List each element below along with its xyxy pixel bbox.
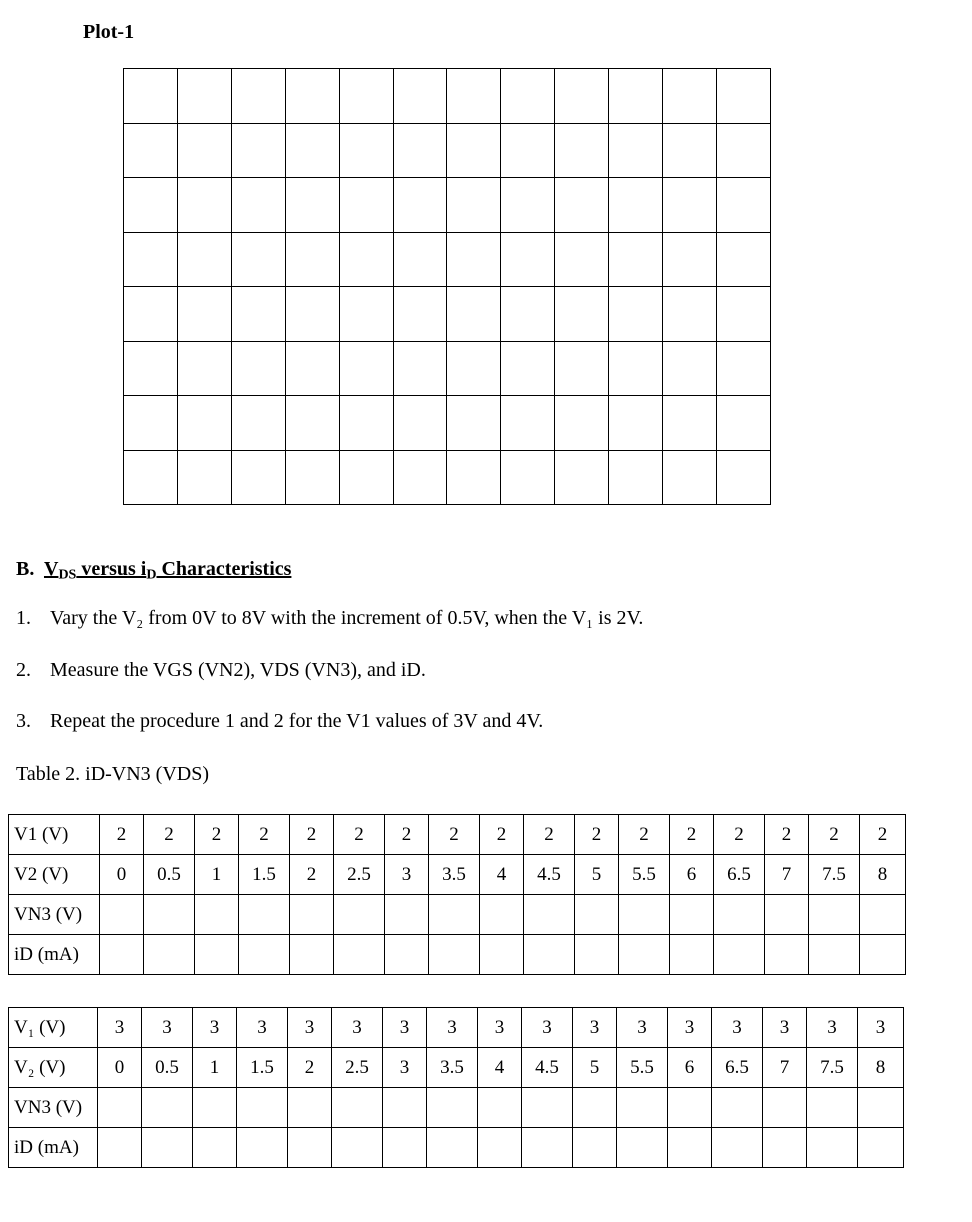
plot-grid-cell (447, 123, 501, 178)
plot-grid-cell (555, 123, 609, 178)
plot-grid-cell (285, 287, 339, 342)
plot-grid-cell (555, 341, 609, 396)
table-cell: 6.5 (712, 1048, 763, 1088)
step-1 (16, 607, 643, 630)
plot-grid-cell (124, 69, 178, 124)
table-cell: 3 (858, 1008, 904, 1048)
table-cell[interactable] (670, 935, 714, 975)
table-cell[interactable] (385, 895, 429, 935)
plot-grid-cell (609, 287, 663, 342)
table-cell[interactable] (575, 895, 619, 935)
plot-grid-cell (663, 287, 717, 342)
table-row (9, 815, 906, 855)
table-row (9, 1128, 904, 1168)
table-cell: 6 (670, 855, 714, 895)
plot-title: Plot-1 (83, 21, 135, 43)
table-cell: 7.5 (809, 855, 860, 895)
plot-grid-cell (231, 232, 285, 287)
plot-grid (123, 68, 771, 505)
table-cell[interactable] (383, 1088, 427, 1128)
table-cell: 0 (100, 855, 144, 895)
table-cell: 3 (383, 1008, 427, 1048)
plot-grid-cell (393, 396, 447, 451)
table-cell: 4.5 (524, 855, 575, 895)
table-cell: 3.5 (427, 1048, 478, 1088)
table-cell[interactable] (480, 935, 524, 975)
plot-grid-cell (177, 232, 231, 287)
row-label: VN3 (V) (9, 895, 100, 935)
table-cell: 2 (144, 815, 195, 855)
plot-grid-cell (609, 178, 663, 233)
plot-grid-cell (609, 69, 663, 124)
table-cell: 2 (619, 815, 670, 855)
table-cell[interactable] (765, 895, 809, 935)
table-cell[interactable] (383, 1128, 427, 1168)
table-cell[interactable] (290, 935, 334, 975)
row-label: iD (mA) (9, 935, 100, 975)
plot-grid-cell (663, 123, 717, 178)
table-cell: 3 (332, 1008, 383, 1048)
plot-grid-cell (663, 396, 717, 451)
plot-grid-cell (177, 450, 231, 505)
plot-grid-cell (501, 69, 555, 124)
table-cell: 2 (195, 815, 239, 855)
plot-grid-cell (447, 69, 501, 124)
section-title-versus: versus i (76, 558, 147, 580)
step-3 (16, 710, 543, 733)
table-cell[interactable] (334, 895, 385, 935)
step-2 (16, 659, 426, 682)
table-cell[interactable] (522, 1128, 573, 1168)
plot-grid-row (124, 69, 771, 124)
plot-grid-cell (555, 69, 609, 124)
step-text: Measure the VGS (VN2), VDS (VN3), and iD. (50, 659, 426, 681)
plot-grid-cell (339, 341, 393, 396)
table-cell: 7 (765, 855, 809, 895)
table-cell[interactable] (478, 1088, 522, 1128)
table-cell[interactable] (617, 1088, 668, 1128)
table-cell: 2.5 (332, 1048, 383, 1088)
table-cell: 7 (763, 1048, 807, 1088)
table-cell: 1 (193, 1048, 237, 1088)
table-cell: 6 (668, 1048, 712, 1088)
table-cell[interactable] (195, 935, 239, 975)
table-cell[interactable] (98, 1088, 142, 1128)
table-cell: 2.5 (334, 855, 385, 895)
table-cell: 2 (385, 815, 429, 855)
table-cell: 2 (765, 815, 809, 855)
table-row (9, 935, 906, 975)
table-cell: 5.5 (617, 1048, 668, 1088)
plot-grid-cell (177, 287, 231, 342)
table-cell[interactable] (288, 1128, 332, 1168)
plot-grid-cell (285, 123, 339, 178)
plot-grid-cell (124, 287, 178, 342)
table-cell: 1 (195, 855, 239, 895)
plot-grid-cell (501, 232, 555, 287)
table-cell: 2 (480, 815, 524, 855)
plot-grid-cell (339, 232, 393, 287)
plot-grid-cell (285, 232, 339, 287)
table-cell[interactable] (480, 895, 524, 935)
data-table-v1-2 (8, 814, 906, 975)
table-cell: 1.5 (237, 1048, 288, 1088)
plot-grid-cell (285, 178, 339, 233)
table-cell[interactable] (478, 1128, 522, 1168)
plot-grid-cell (339, 450, 393, 505)
table-cell[interactable] (237, 1088, 288, 1128)
table-cell[interactable] (522, 1088, 573, 1128)
plot-grid-cell (285, 396, 339, 451)
table-cell[interactable] (100, 895, 144, 935)
plot-grid-row (124, 450, 771, 505)
table-cell[interactable] (714, 935, 765, 975)
plot-grid-cell (339, 69, 393, 124)
table-cell: 2 (100, 815, 144, 855)
section-title-vds-sub: DS (58, 567, 77, 583)
table-cell[interactable] (193, 1128, 237, 1168)
table-cell: 3.5 (429, 855, 480, 895)
plot-grid-cell (393, 123, 447, 178)
table-row (9, 895, 906, 935)
table-cell[interactable] (237, 1128, 288, 1168)
table-cell: 0.5 (142, 1048, 193, 1088)
table-cell[interactable] (712, 1088, 763, 1128)
table-row (9, 1008, 904, 1048)
plot-grid-cell (285, 341, 339, 396)
plot-grid-cell (609, 396, 663, 451)
table-cell: 2 (809, 815, 860, 855)
plot-grid-row (124, 123, 771, 178)
step-number: 1. (16, 607, 31, 629)
table-cell: 2 (239, 815, 290, 855)
table-cell: 2 (429, 815, 480, 855)
table-cell: 1.5 (239, 855, 290, 895)
table-cell: 3 (668, 1008, 712, 1048)
plot-grid-cell (609, 341, 663, 396)
table-cell[interactable] (524, 895, 575, 935)
table-cell[interactable] (427, 1088, 478, 1128)
plot-grid-cell (555, 396, 609, 451)
table-cell: 2 (860, 815, 906, 855)
plot-grid-cell (716, 69, 770, 124)
plot-grid-cell (231, 69, 285, 124)
row-label: V1 (V) (9, 815, 100, 855)
table-cell: 3 (427, 1008, 478, 1048)
table-cell[interactable] (334, 935, 385, 975)
table-cell[interactable] (858, 1128, 904, 1168)
plot-grid-cell (716, 287, 770, 342)
table-cell: 3 (288, 1008, 332, 1048)
plot-grid-cell (231, 287, 285, 342)
table-cell: 8 (858, 1048, 904, 1088)
table-cell: 6.5 (714, 855, 765, 895)
plot-grid-cell (609, 123, 663, 178)
table-cell[interactable] (575, 935, 619, 975)
table-cell[interactable] (144, 935, 195, 975)
table-cell: 0.5 (144, 855, 195, 895)
table-row (9, 1048, 904, 1088)
table-cell: 5 (575, 855, 619, 895)
plot-grid-cell (339, 178, 393, 233)
plot-grid-cell (339, 287, 393, 342)
plot-grid-cell (124, 341, 178, 396)
section-title-id-sub: D (146, 567, 157, 583)
plot-grid-cell (393, 450, 447, 505)
table-cell: 2 (524, 815, 575, 855)
table-cell[interactable] (239, 895, 290, 935)
table-cell[interactable] (573, 1128, 617, 1168)
section-title-vds: V (43, 558, 59, 580)
plot-grid-row (124, 178, 771, 233)
table-cell: 2 (670, 815, 714, 855)
table-cell[interactable] (860, 935, 906, 975)
plot-grid-cell (177, 123, 231, 178)
plot-grid-row (124, 396, 771, 451)
section-heading (16, 558, 291, 581)
plot-grid-cell (231, 178, 285, 233)
plot-grid-cell (555, 178, 609, 233)
section-letter: B. (16, 558, 35, 580)
table-cell[interactable] (809, 935, 860, 975)
row-label: V₁ (V) (9, 1008, 98, 1048)
table-cell[interactable] (858, 1088, 904, 1128)
table-cell[interactable] (765, 935, 809, 975)
table-cell[interactable] (807, 1128, 858, 1168)
table-cell: 3 (237, 1008, 288, 1048)
plot-grid-cell (124, 232, 178, 287)
plot-grid-cell (393, 287, 447, 342)
table-cell[interactable] (142, 1128, 193, 1168)
data-table-v1-3 (8, 1007, 904, 1168)
table-cell[interactable] (288, 1088, 332, 1128)
table-cell[interactable] (860, 895, 906, 935)
table-cell[interactable] (617, 1128, 668, 1168)
table-cell[interactable] (670, 895, 714, 935)
plot-grid-cell (177, 396, 231, 451)
plot-grid-cell (447, 232, 501, 287)
plot-grid-cell (124, 450, 178, 505)
plot-grid-cell (663, 69, 717, 124)
plot-grid-cell (285, 450, 339, 505)
plot-grid-cell (447, 396, 501, 451)
table-cell[interactable] (144, 895, 195, 935)
row-label: iD (mA) (9, 1128, 98, 1168)
plot-grid-cell (231, 450, 285, 505)
table-cell[interactable] (668, 1128, 712, 1168)
step-number: 2. (16, 659, 31, 681)
plot-grid-row (124, 341, 771, 396)
plot-grid-cell (393, 232, 447, 287)
plot-grid-cell (555, 450, 609, 505)
plot-grid-cell (339, 123, 393, 178)
plot-grid-cell (447, 287, 501, 342)
plot-grid-cell (501, 178, 555, 233)
table-cell: 3 (383, 1048, 427, 1088)
plot-grid-cell (231, 396, 285, 451)
table-cell: 8 (860, 855, 906, 895)
table-cell[interactable] (712, 1128, 763, 1168)
plot-grid-cell (716, 396, 770, 451)
table-cell: 3 (573, 1008, 617, 1048)
table-cell[interactable] (385, 935, 429, 975)
table-cell[interactable] (429, 935, 480, 975)
row-label: V2 (V) (9, 855, 100, 895)
table-cell[interactable] (98, 1128, 142, 1168)
table-cell: 4 (478, 1048, 522, 1088)
plot-grid-cell (663, 450, 717, 505)
table-cell[interactable] (427, 1128, 478, 1168)
table-cell: 4.5 (522, 1048, 573, 1088)
plot-grid-cell (716, 232, 770, 287)
plot-grid-cell (555, 232, 609, 287)
table-cell[interactable] (332, 1088, 383, 1128)
table-row (9, 855, 906, 895)
plot-grid-cell (231, 123, 285, 178)
plot-grid-cell (285, 69, 339, 124)
table-cell[interactable] (195, 895, 239, 935)
plot-grid-cell (447, 178, 501, 233)
plot-grid-cell (447, 450, 501, 505)
plot-grid-cell (339, 396, 393, 451)
plot-grid-cell (716, 178, 770, 233)
plot-grid-cell (177, 341, 231, 396)
plot-grid-cell (177, 69, 231, 124)
table-cell: 0 (98, 1048, 142, 1088)
table-cell: 3 (193, 1008, 237, 1048)
row-label: V₂ (V) (9, 1048, 98, 1088)
table-cell: 4 (480, 855, 524, 895)
plot-grid-cell (663, 232, 717, 287)
table-cell: 3 (522, 1008, 573, 1048)
table-cell: 3 (712, 1008, 763, 1048)
step-text: Vary the V₂ from 0V to 8V with the increment of 0.5V, when the V₁ is 2V. (50, 607, 644, 629)
plot-grid-cell (555, 287, 609, 342)
plot-grid-cell (393, 69, 447, 124)
table-cell: 2 (334, 815, 385, 855)
table-cell[interactable] (763, 1088, 807, 1128)
table-cell[interactable] (332, 1128, 383, 1168)
table-cell[interactable] (809, 895, 860, 935)
table-cell: 2 (575, 815, 619, 855)
table-row (9, 1088, 904, 1128)
table-cell: 2 (288, 1048, 332, 1088)
table-cell: 3 (385, 855, 429, 895)
step-text: Repeat the procedure 1 and 2 for the V1 values of 3V and 4V. (50, 710, 544, 732)
table-cell: 2 (714, 815, 765, 855)
table-cell: 2 (290, 855, 334, 895)
plot-grid-cell (501, 396, 555, 451)
table-cell: 3 (478, 1008, 522, 1048)
table-cell[interactable] (619, 895, 670, 935)
table-cell[interactable] (763, 1128, 807, 1168)
plot-grid-cell (393, 341, 447, 396)
plot-grid-cell (124, 178, 178, 233)
table-cell[interactable] (668, 1088, 712, 1128)
plot-grid-cell (609, 232, 663, 287)
table-cell: 3 (763, 1008, 807, 1048)
table-cell[interactable] (142, 1088, 193, 1128)
table-cell: 3 (142, 1008, 193, 1048)
section-title-rest: Characteristics (156, 558, 292, 580)
table-cell: 5.5 (619, 855, 670, 895)
step-number: 3. (16, 710, 31, 732)
table-cell: 3 (98, 1008, 142, 1048)
table-cell[interactable] (619, 935, 670, 975)
plot-grid-cell (447, 341, 501, 396)
plot-grid-cell (716, 341, 770, 396)
table-cell[interactable] (807, 1088, 858, 1128)
plot-grid-cell (663, 178, 717, 233)
plot-grid-cell (124, 123, 178, 178)
table-cell[interactable] (239, 935, 290, 975)
plot-grid-cell (716, 450, 770, 505)
table-cell[interactable] (429, 895, 480, 935)
plot-grid-cell (124, 396, 178, 451)
row-label: VN3 (V) (9, 1088, 98, 1128)
table-cell[interactable] (290, 895, 334, 935)
plot-grid-cell (501, 123, 555, 178)
plot-grid-cell (716, 123, 770, 178)
plot-grid-cell (501, 450, 555, 505)
table-cell[interactable] (573, 1088, 617, 1128)
table-cell[interactable] (524, 935, 575, 975)
table-cell[interactable] (714, 895, 765, 935)
table-cell: 3 (807, 1008, 858, 1048)
plot-grid-cell (393, 178, 447, 233)
table-cell: 2 (290, 815, 334, 855)
table-cell[interactable] (100, 935, 144, 975)
plot-grid-cell (663, 341, 717, 396)
plot-grid-row (124, 232, 771, 287)
table-cell: 7.5 (807, 1048, 858, 1088)
table-cell: 3 (617, 1008, 668, 1048)
plot-grid-row (124, 287, 771, 342)
plot-grid-cell (501, 341, 555, 396)
plot-grid-cell (177, 178, 231, 233)
plot-grid-cell (231, 341, 285, 396)
plot-grid-cell (609, 450, 663, 505)
table-cell[interactable] (193, 1088, 237, 1128)
table-caption: Table 2. iD-VN3 (VDS) (16, 763, 210, 785)
plot-grid-cell (501, 287, 555, 342)
table-cell: 5 (573, 1048, 617, 1088)
